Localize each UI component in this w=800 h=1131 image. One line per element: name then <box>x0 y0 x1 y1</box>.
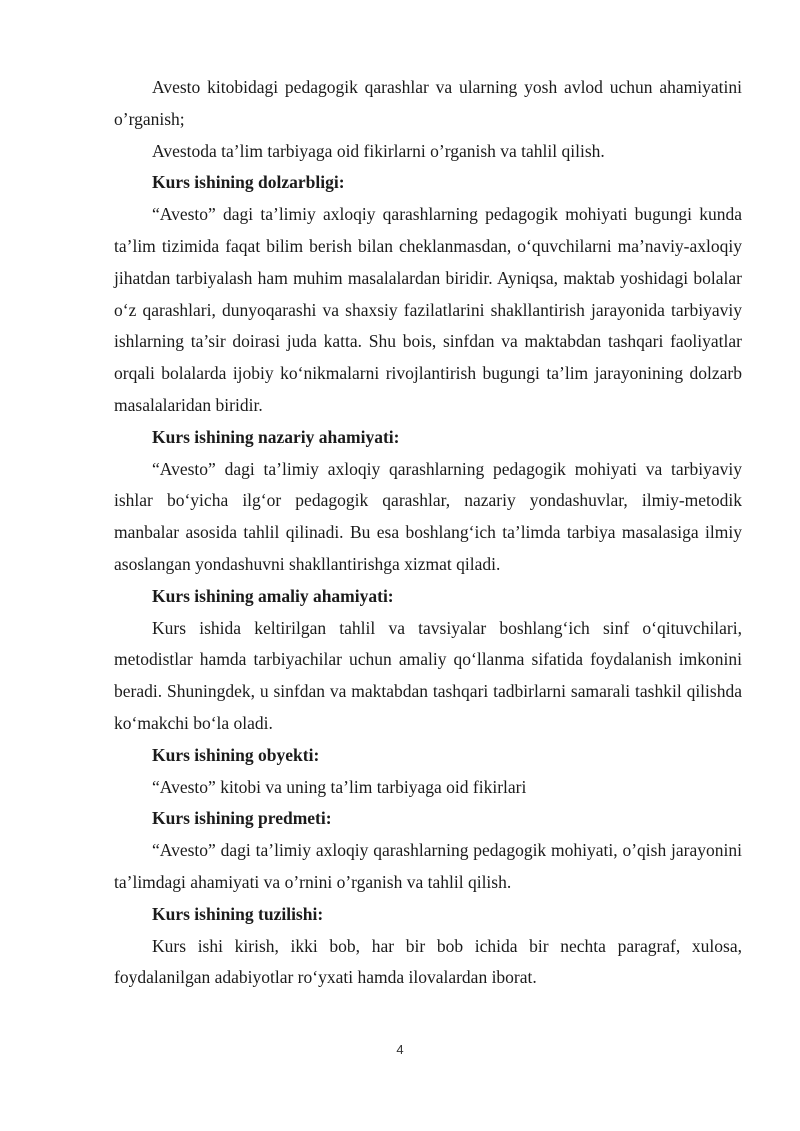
paragraph-goal-2: Avestoda ta’lim tarbiyaga oid fikirlarni o’rganish va tahlil qilish. <box>152 140 605 161</box>
paragraph-goal-1: Avesto kitobidagi pedagogik qarashlar va ularning yosh avlod uchun ahamiyatini o’rganish; <box>114 77 742 129</box>
heading-relevance: Kurs ishining dolzarbligi: <box>152 172 345 193</box>
page-body <box>114 72 742 994</box>
heading-object: Kurs ishining obyekti: <box>152 744 320 765</box>
heading-theoretical-significance: Kurs ishining nazariy ahamiyati: <box>152 426 400 447</box>
heading-practical-significance: Kurs ishining amaliy ahamiyati: <box>152 585 394 606</box>
heading-structure: Kurs ishining tuzilishi: <box>152 903 324 924</box>
paragraph-practical-significance: Kurs ishida keltirilgan tahlil va tavsiyalar boshlang‘ich sinf o‘qituvchilari, metodistlar hamda tarbiyachilar uchun amaliy qo‘llanma sifatida foydalanish imkonini beradi. Shuningdek, u sinfdan va maktabdan tashqari tadbirlarni samarali tashkil qilishda ko‘makchi bo‘la oladi. <box>114 617 742 733</box>
paragraph-object: “Avesto” kitobi va uning ta’lim tarbiyaga oid fikirlari <box>152 776 527 797</box>
paragraph-subject: “Avesto” dagi ta’limiy axloqiy qarashlarning pedagogik mohiyati, o’qish jarayonini ta’limdagi ahamiyati va o’rnini o’rganish va tahlil qilish. <box>114 840 742 892</box>
heading-subject: Kurs ishining predmeti: <box>152 808 332 829</box>
paragraph-structure: Kurs ishi kirish, ikki bob, har bir bob ichida bir nechta paragraf, xulosa, foydalanilgan adabiyotlar ro‘yxati hamda ilovalardan iborat. <box>114 935 742 988</box>
page-number: 4 <box>396 1042 404 1057</box>
paragraph-theoretical-significance: “Avesto” dagi ta’limiy axloqiy qarashlarning pedagogik mohiyati va tarbiyaviy ishlar bo‘yicha ilg‘or pedagogik qarashlar, nazariy yondashuvlar, ilmiy-metodik manbalar asosida tahlil qilinadi. Bu esa boshlang‘ich ta’limda tarbiya masalasiga ilmiy asoslangan yondashuvni shakllantirishga xizmat qiladi. <box>114 458 742 574</box>
paragraph-relevance: “Avesto” dagi ta’limiy axloqiy qarashlarning pedagogik mohiyati bugungi kunda ta’lim tizimida faqat bilim berish bilan cheklanmasdan, o‘quvchilarni ma’naviy-axloqiy jihatdan tarbiyalash ham muhim masalalardan biridir. Ayniqsa, maktab yoshidagi bolalar o‘z qarashlari, dunyoqarashi va shaxsiy fazilatlarini shakllantirish jarayonida tarbiyaviy ishlarning ta’sir doirasi juda katta. Shu bois, sinfdan va maktabdan tashqari faoliyatlar orqali bolalarda ijobiy ko‘nikmalarni rivojlantirish bugungi ta’lim jarayonining dolzarb masalalaridan biridir. <box>114 204 742 415</box>
